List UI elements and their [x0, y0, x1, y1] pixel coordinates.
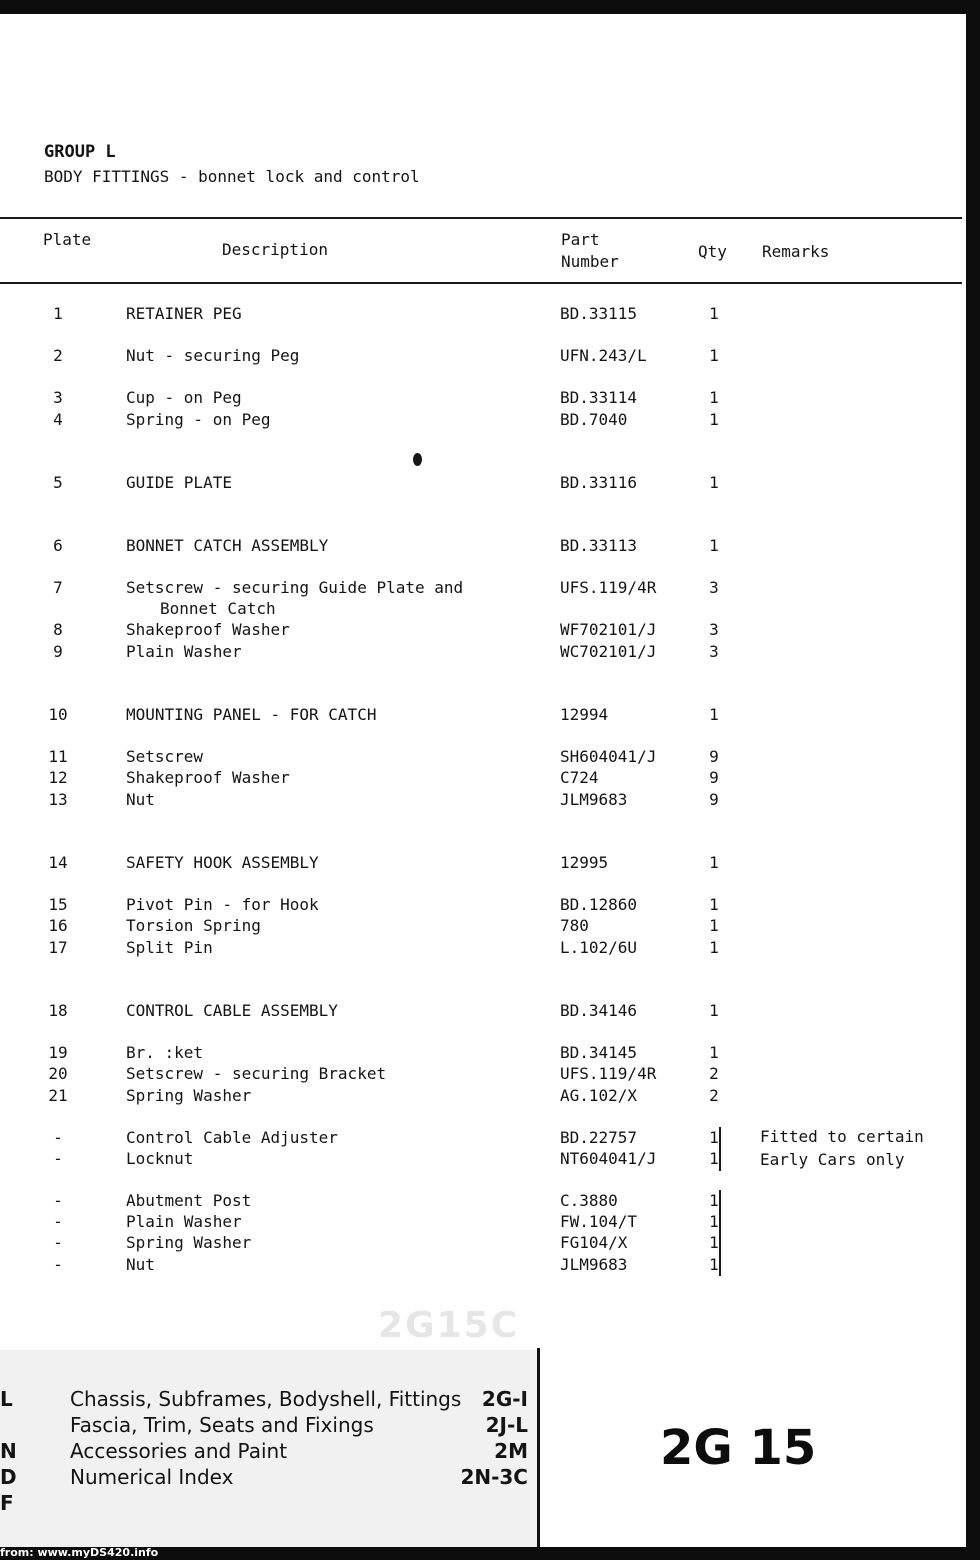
- qty-cell: 1: [709, 536, 719, 555]
- table-row: [0, 345, 962, 367]
- description-cell: GUIDE PLATE: [126, 473, 232, 492]
- table-row: [0, 303, 962, 325]
- plate-cell: -: [53, 1255, 63, 1274]
- description-cell: CONTROL CABLE ASSEMBLY: [126, 1001, 338, 1020]
- plate-cell: 7: [53, 578, 63, 597]
- description-cell: Nut: [126, 1255, 155, 1274]
- table-row: [0, 1042, 962, 1064]
- section-index-entry[interactable]: [0, 1412, 536, 1438]
- part-number-cell: JLM9683: [560, 790, 628, 809]
- description-cell: Locknut: [126, 1149, 194, 1168]
- plate-cell: 21: [48, 1086, 68, 1105]
- part-number-cell: 12995: [560, 853, 609, 872]
- description-cell: Spring Washer: [126, 1086, 252, 1105]
- part-number-cell: L.102/6U: [560, 938, 638, 957]
- page-number: 2G 15: [660, 1420, 817, 1476]
- part-number-cell: UFS.119/4R: [560, 578, 657, 597]
- description-cell: Setscrew - securing Guide Plate and: [126, 578, 464, 597]
- part-number-cell: BD.12860: [560, 895, 638, 914]
- qty-cell: 9: [709, 747, 719, 766]
- section-index-entry[interactable]: [0, 1438, 536, 1464]
- qty-cell: 3: [709, 620, 719, 639]
- part-number-cell: WC702101/J: [560, 642, 657, 661]
- page-border-top: [0, 0, 980, 14]
- table-row: [0, 1000, 962, 1022]
- table-row: [0, 577, 962, 599]
- section-index-entry[interactable]: [0, 1464, 536, 1490]
- qty-bracket-line: [719, 1127, 721, 1171]
- table-row: [0, 1085, 962, 1107]
- qty-cell: 9: [709, 790, 719, 809]
- qty-cell: 1: [709, 1255, 719, 1274]
- group-subtitle: BODY FITTINGS - bonnet lock and control: [44, 167, 420, 186]
- description-cell: Spring - on Peg: [126, 410, 271, 429]
- qty-cell: 2: [709, 1086, 719, 1105]
- qty-cell: 1: [709, 853, 719, 872]
- part-number-cell: C724: [560, 768, 599, 787]
- description-cell: Cup - on Peg: [126, 388, 242, 407]
- description-cell: Plain Washer: [126, 642, 242, 661]
- section-name: Numerical Index: [70, 1465, 234, 1489]
- plate-cell: -: [53, 1191, 63, 1210]
- description-continuation: Bonnet Catch: [160, 599, 276, 618]
- part-number-cell: JLM9683: [560, 1255, 628, 1274]
- section-ref: 2G-I: [481, 1387, 528, 1411]
- faint-stamp: 2G15C: [378, 1305, 520, 1346]
- plate-cell: 13: [48, 790, 68, 809]
- part-number-cell: UFN.243/L: [560, 346, 647, 365]
- plate-cell: 16: [48, 916, 68, 935]
- page-border-right: [966, 0, 980, 1560]
- table-row: [0, 472, 962, 494]
- part-number-cell: BD.33115: [560, 304, 638, 323]
- section-name: Fascia, Trim, Seats and Fixings: [70, 1413, 374, 1437]
- table-row: [0, 387, 962, 409]
- qty-cell: 1: [709, 1191, 719, 1210]
- plate-cell: 6: [53, 536, 63, 555]
- part-number-cell: 12994: [560, 705, 609, 724]
- table-row: [0, 1063, 962, 1085]
- qty-cell: 1: [709, 1233, 719, 1252]
- plate-cell: -: [53, 1212, 63, 1231]
- part-number-cell: BD.33116: [560, 473, 638, 492]
- table-row: [0, 1232, 962, 1254]
- section-ref: 2N-3C: [460, 1465, 528, 1489]
- column-header-description: Description: [222, 240, 328, 259]
- ink-blot: [413, 453, 422, 466]
- part-number-cell: BD.33113: [560, 536, 638, 555]
- table-row: [0, 409, 962, 431]
- header-rule-bottom: [0, 282, 962, 284]
- section-index-entry[interactable]: [0, 1386, 536, 1412]
- table-row: [0, 894, 962, 916]
- description-cell: RETAINER PEG: [126, 304, 242, 323]
- qty-cell: 1: [709, 705, 719, 724]
- column-header-remarks: Remarks: [762, 242, 830, 261]
- qty-cell: 1: [709, 388, 719, 407]
- description-cell: Shakeproof Washer: [126, 768, 290, 787]
- description-cell: Control Cable Adjuster: [126, 1128, 338, 1147]
- table-row: [0, 746, 962, 768]
- section-name: Accessories and Paint: [70, 1439, 288, 1463]
- description-cell: Plain Washer: [126, 1212, 242, 1231]
- description-cell: Setscrew - securing Bracket: [126, 1064, 387, 1083]
- column-header-qty: Qty: [698, 242, 727, 261]
- table-row: [0, 535, 962, 557]
- part-number-cell: BD.22757: [560, 1128, 638, 1147]
- part-number-cell: UFS.119/4R: [560, 1064, 657, 1083]
- plate-cell: 18: [48, 1001, 68, 1020]
- plate-cell: 5: [53, 473, 63, 492]
- qty-cell: 1: [709, 410, 719, 429]
- plate-cell: 9: [53, 642, 63, 661]
- description-cell: Split Pin: [126, 938, 213, 957]
- part-number-cell: SH604041/J: [560, 747, 657, 766]
- qty-cell: 9: [709, 768, 719, 787]
- part-number-cell: BD.33114: [560, 388, 638, 407]
- plate-cell: 2: [53, 346, 63, 365]
- plate-cell: 12: [48, 768, 68, 787]
- part-number-cell: AG.102/X: [560, 1086, 638, 1105]
- header-rule-top: [0, 217, 962, 219]
- qty-cell: 1: [709, 304, 719, 323]
- qty-cell: 3: [709, 642, 719, 661]
- table-row: [0, 1211, 962, 1233]
- table-row: [0, 619, 962, 641]
- description-cell: Spring Washer: [126, 1233, 252, 1252]
- plate-cell: -: [53, 1128, 63, 1147]
- qty-cell: 3: [709, 578, 719, 597]
- description-cell: Pivot Pin - for Hook: [126, 895, 319, 914]
- qty-cell: 1: [709, 1128, 719, 1147]
- plate-cell: 11: [48, 747, 68, 766]
- section-letter: L: [0, 1387, 13, 1411]
- qty-cell: 1: [709, 1001, 719, 1020]
- part-number-cell: FG104/X: [560, 1233, 628, 1252]
- site-credit: from: www.myDS420.info: [0, 1546, 159, 1559]
- description-cell: Torsion Spring: [126, 916, 261, 935]
- part-number-cell: NT604041/J: [560, 1149, 657, 1168]
- group-title: GROUP L: [44, 142, 116, 162]
- description-cell: Nut: [126, 790, 155, 809]
- plate-cell: 1: [53, 304, 63, 323]
- column-header-plate: Plate: [43, 230, 92, 249]
- part-number-cell: BD.34146: [560, 1001, 638, 1020]
- table-row: [0, 641, 962, 663]
- remarks-line-1: Fitted to certain: [760, 1127, 924, 1146]
- table-row: [0, 937, 962, 959]
- description-cell: SAFETY HOOK ASSEMBLY: [126, 853, 319, 872]
- section-ref: 2M: [494, 1439, 528, 1463]
- qty-cell: 2: [709, 1064, 719, 1083]
- table-row: [0, 767, 962, 789]
- footer-divider: [537, 1348, 540, 1547]
- section-name: Chassis, Subframes, Bodyshell, Fittings: [70, 1387, 462, 1411]
- plate-cell: -: [53, 1233, 63, 1252]
- section-letter-extra: F: [0, 1491, 14, 1515]
- section-letter: D: [0, 1465, 17, 1489]
- description-cell: Shakeproof Washer: [126, 620, 290, 639]
- table-row: [0, 852, 962, 874]
- part-number-cell: FW.104/T: [560, 1212, 638, 1231]
- qty-bracket-line: [719, 1190, 721, 1276]
- plate-cell: 10: [48, 705, 68, 724]
- section-ref: 2J-L: [485, 1413, 528, 1437]
- description-cell: BONNET CATCH ASSEMBLY: [126, 536, 329, 555]
- table-row: [0, 915, 962, 937]
- plate-cell: 17: [48, 938, 68, 957]
- description-cell: Br. :ket: [126, 1043, 204, 1062]
- section-letter: N: [0, 1439, 17, 1463]
- description-cell: Setscrew: [126, 747, 204, 766]
- column-header-part-line2: Number: [561, 252, 619, 271]
- qty-cell: 1: [709, 1212, 719, 1231]
- qty-cell: 1: [709, 473, 719, 492]
- description-cell: Nut - securing Peg: [126, 346, 300, 365]
- plate-cell: 20: [48, 1064, 68, 1083]
- qty-cell: 1: [709, 1149, 719, 1168]
- plate-cell: 14: [48, 853, 68, 872]
- plate-cell: 15: [48, 895, 68, 914]
- plate-cell: 4: [53, 410, 63, 429]
- part-number-cell: C.3880: [560, 1191, 618, 1210]
- qty-cell: 1: [709, 1043, 719, 1062]
- qty-cell: 1: [709, 895, 719, 914]
- plate-cell: -: [53, 1149, 63, 1168]
- column-header-part-line1: Part: [561, 230, 600, 249]
- description-cell: Abutment Post: [126, 1191, 252, 1210]
- qty-cell: 1: [709, 916, 719, 935]
- table-row: [0, 704, 962, 726]
- table-row: [0, 1190, 962, 1212]
- part-number-cell: WF702101/J: [560, 620, 657, 639]
- part-number-cell: BD.34145: [560, 1043, 638, 1062]
- table-row: [0, 789, 962, 811]
- part-number-cell: BD.7040: [560, 410, 628, 429]
- qty-cell: 1: [709, 938, 719, 957]
- remarks-line-2: Early Cars only: [760, 1150, 905, 1169]
- plate-cell: 3: [53, 388, 63, 407]
- plate-cell: 8: [53, 620, 63, 639]
- description-cell: MOUNTING PANEL - FOR CATCH: [126, 705, 377, 724]
- qty-cell: 1: [709, 346, 719, 365]
- plate-cell: 19: [48, 1043, 68, 1062]
- table-row: [0, 1254, 962, 1276]
- part-number-cell: 780: [560, 916, 589, 935]
